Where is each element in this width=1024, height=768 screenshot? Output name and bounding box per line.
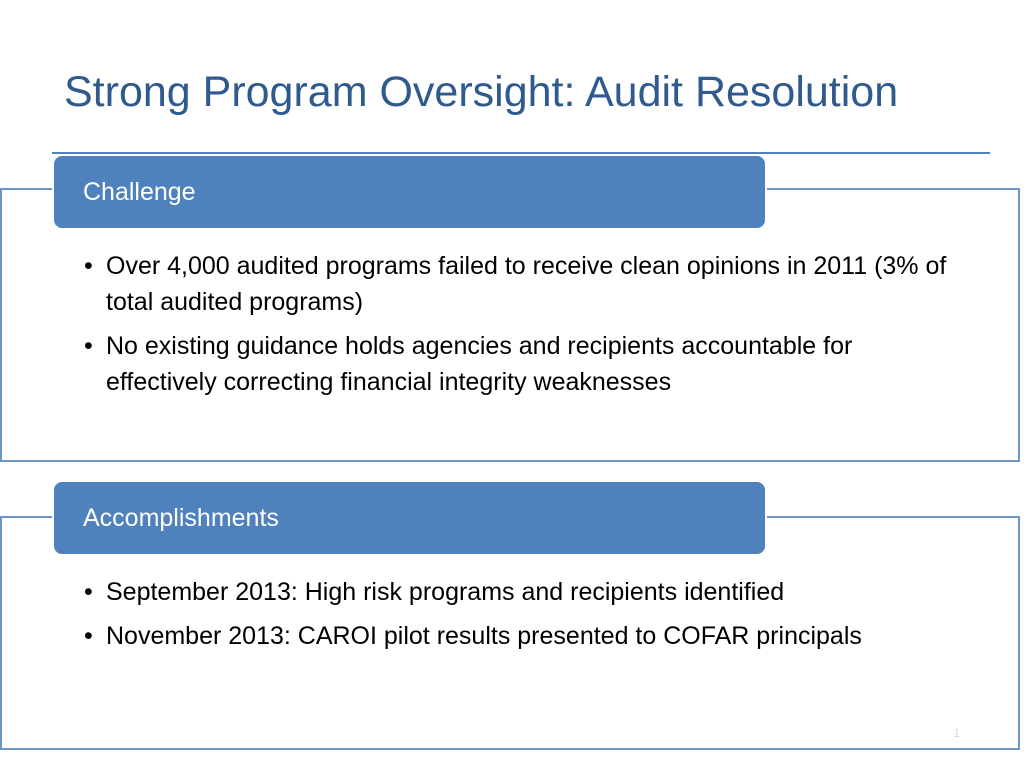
bullet-marker: •	[84, 622, 93, 650]
accomplishments-bullet-list	[84, 574, 964, 662]
accomplishments-bullet-1	[84, 574, 964, 610]
bullet-marker: •	[84, 332, 93, 360]
accomplishments-bullet-2-text: November 2013: CAROI pilot results presented to COFAR principals	[106, 622, 862, 650]
challenge-bullet-2-text: No existing guidance holds agencies and recipients accountable for effectively correcting financial integrity weaknesses	[106, 332, 853, 396]
accomplishments-bullet-2	[84, 618, 964, 654]
challenge-bullet-1	[84, 248, 964, 320]
accomplishments-bullet-1-text: September 2013: High risk programs and recipients identified	[106, 578, 785, 606]
challenge-heading: Challenge	[83, 177, 196, 206]
challenge-bullet-1-text: Over 4,000 audited programs failed to receive clean opinions in 2011 (3% of total audited programs)	[106, 252, 947, 316]
slide-title: Strong Program Oversight: Audit Resolution	[64, 68, 899, 116]
accomplishments-heading: Accomplishments	[83, 503, 279, 532]
challenge-heading-tab	[52, 154, 767, 230]
accomplishments-heading-tab	[52, 480, 767, 556]
bullet-marker: •	[84, 252, 93, 280]
challenge-bullet-2	[84, 328, 964, 400]
bullet-marker: •	[84, 578, 93, 606]
challenge-bullet-list	[84, 248, 964, 408]
page-number: 1	[953, 726, 960, 740]
